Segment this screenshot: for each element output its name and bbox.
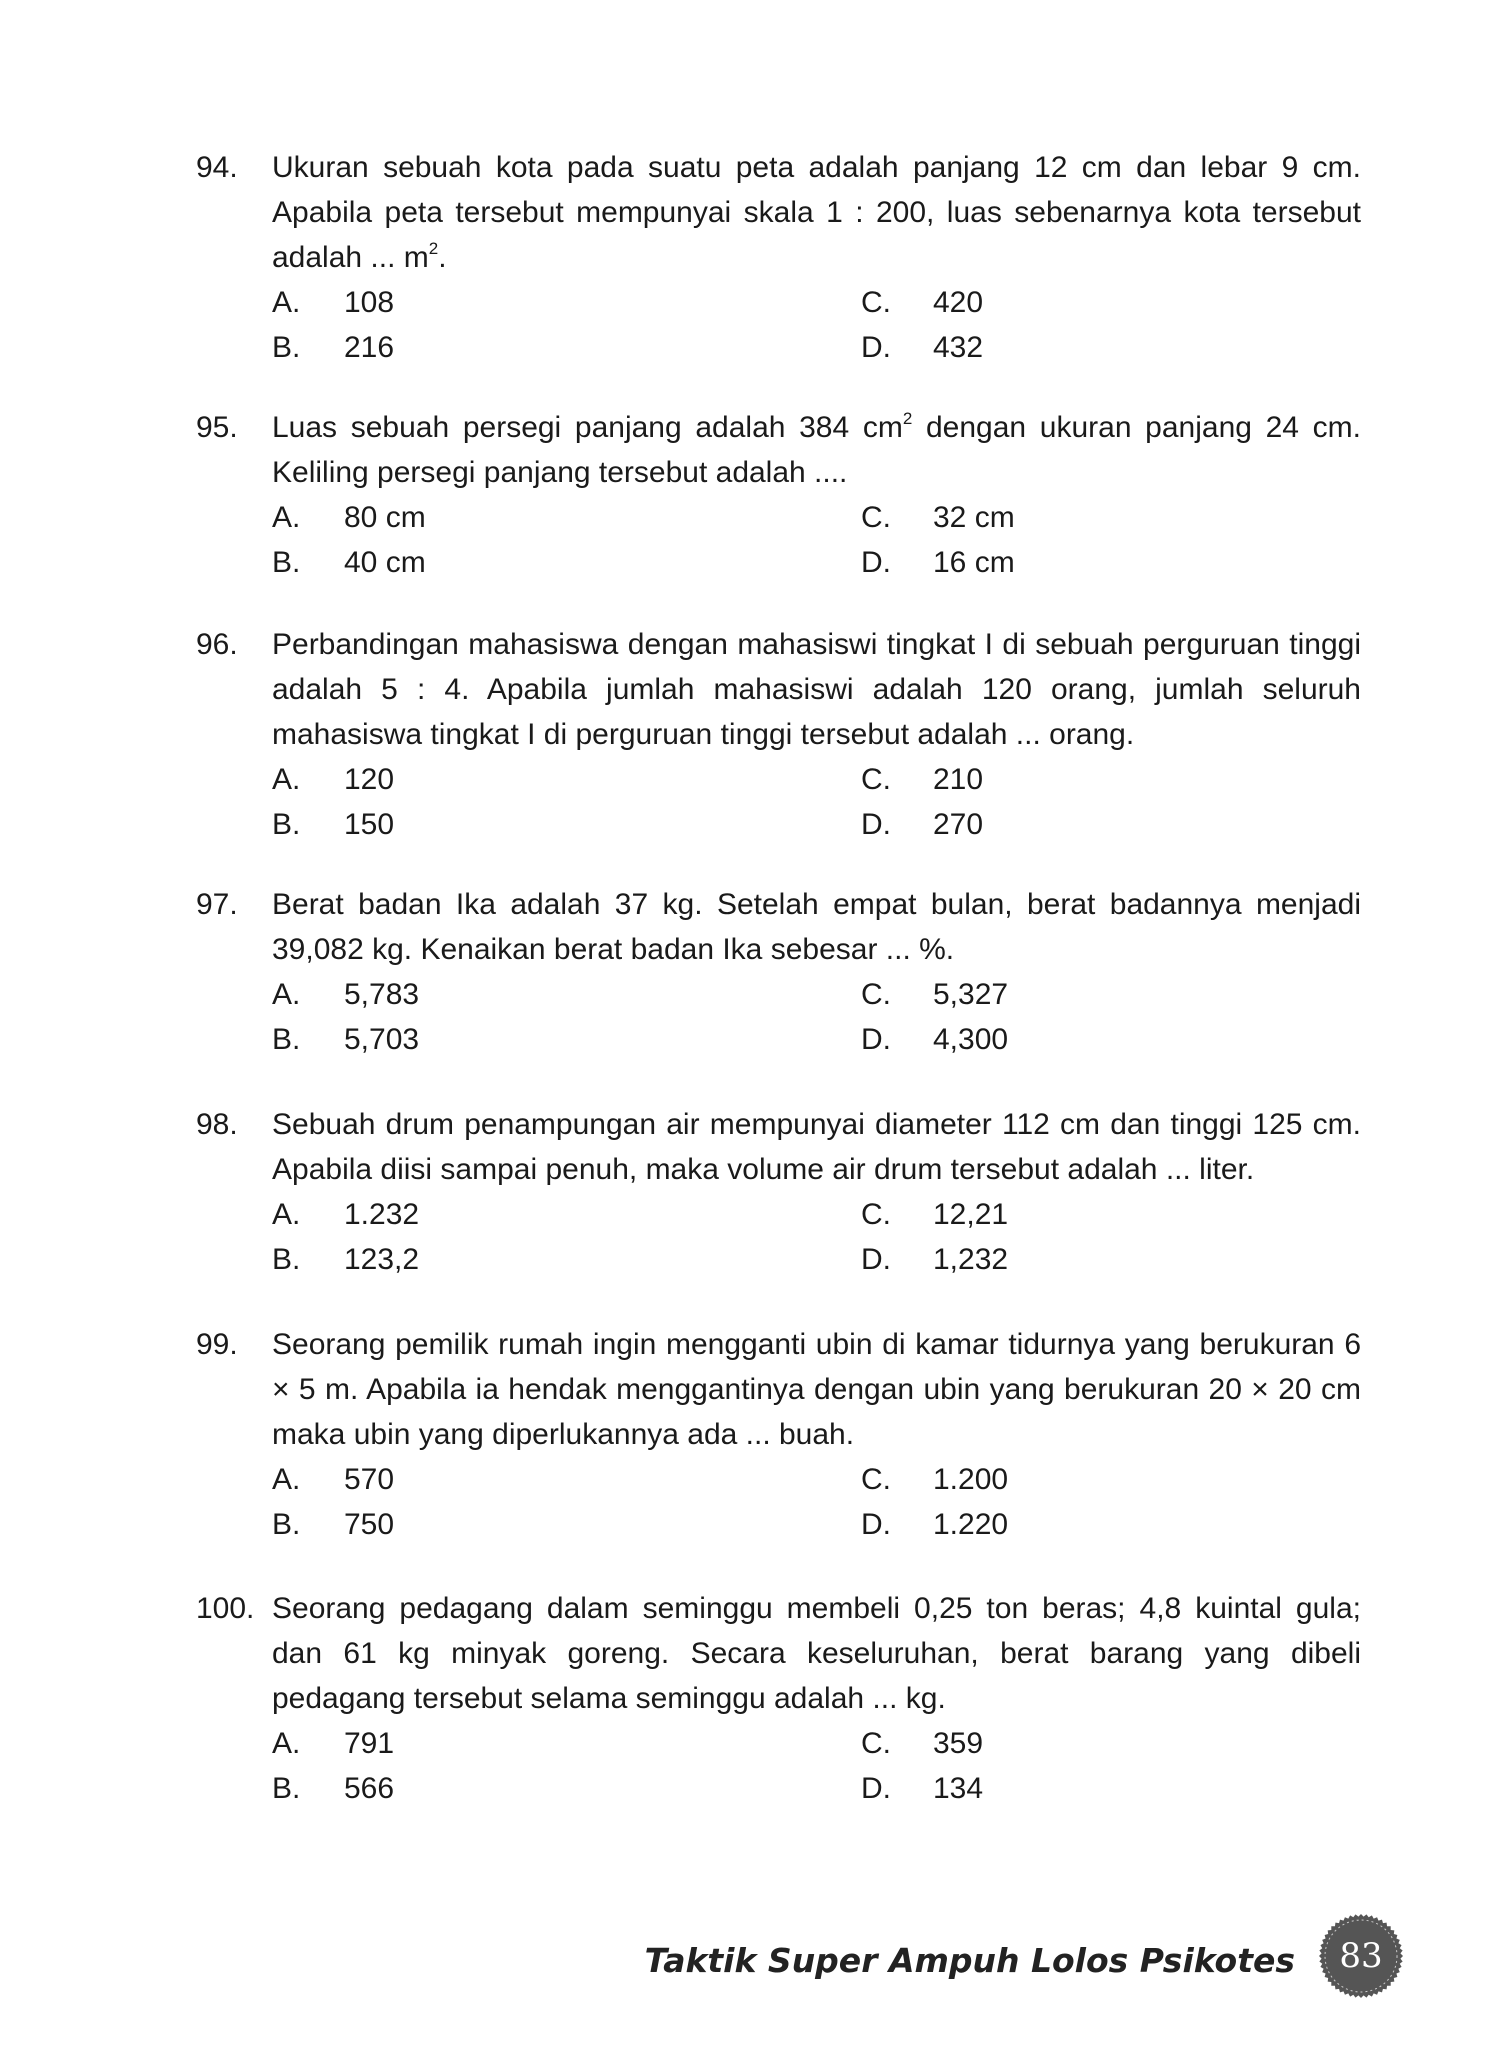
answer-options xyxy=(272,1192,1361,1282)
answer-options xyxy=(272,1457,1361,1547)
option-a: A. 791 xyxy=(272,1727,395,1760)
question-95 xyxy=(196,405,1361,585)
page-number-badge xyxy=(1318,1913,1404,1999)
option-d: D. 16 cm xyxy=(861,546,1015,579)
question-number: 98. xyxy=(196,1108,238,1141)
option-c: C. 1.200 xyxy=(861,1463,1009,1496)
question-text: Seorang pemilik rumah ingin mengganti ubin di kamar tidurnya yang berukuran 6 × 5 m. Apabila ia hendak menggantinya dengan ubin yang berukuran 20 × 20 cm maka ubin yang diperlukannya ada ... buah. xyxy=(272,1328,1361,1451)
question-99 xyxy=(196,1322,1361,1547)
question-number: 99. xyxy=(196,1328,238,1361)
question-number: 94. xyxy=(196,151,238,184)
option-c: C. 12,21 xyxy=(861,1198,1009,1231)
option-c: C. 210 xyxy=(861,763,984,796)
question-100 xyxy=(196,1586,1361,1811)
question-text: Sebuah drum penampungan air mempunyai diameter 112 cm dan tinggi 125 cm. Apabila diisi sampai penuh, maka volume air drum tersebut adalah ... liter. xyxy=(272,1108,1361,1186)
option-b: B. 40 cm xyxy=(272,546,426,579)
question-number: 100. xyxy=(196,1592,255,1625)
question-number: 95. xyxy=(196,411,238,444)
option-a: A. 108 xyxy=(272,286,395,319)
option-b: B. 750 xyxy=(272,1508,395,1541)
answer-options xyxy=(272,972,1361,1062)
option-d: D. 432 xyxy=(861,331,984,364)
answer-options xyxy=(272,1721,1361,1811)
page-number: 83 xyxy=(1339,1936,1383,1976)
question-94 xyxy=(196,145,1361,370)
answer-options xyxy=(272,280,1361,370)
answer-options xyxy=(272,495,1361,585)
option-c: C. 420 xyxy=(861,286,984,319)
option-c: C. 32 cm xyxy=(861,501,1015,534)
option-d: D. 134 xyxy=(861,1772,984,1805)
option-d: D. 1.220 xyxy=(861,1508,1009,1541)
option-a: A. 1.232 xyxy=(272,1198,420,1231)
question-98 xyxy=(196,1102,1361,1282)
question-text: Luas sebuah persegi panjang adalah 384 $cm^2$ dengan ukuran panjang 24 cm. Keliling persegi panjang tersebut adalah .... xyxy=(272,409,1361,489)
option-b: B. 5,703 xyxy=(272,1023,420,1056)
question-text: Seorang pedagang dalam seminggu membeli 0,25 ton beras; 4,8 kuintal gula; dan 61 kg minyak goreng. Secara keseluruhan, berat barang yang dibeli pedagang tersebut selama seminggu adalah ... kg. xyxy=(272,1592,1361,1715)
question-97 xyxy=(196,882,1361,1062)
option-b: B. 566 xyxy=(272,1772,395,1805)
question-96 xyxy=(196,622,1361,847)
book-title: Taktik Super Ampuh Lolos Psikotes xyxy=(644,1941,1295,1980)
option-d: D. 1,232 xyxy=(861,1243,1009,1276)
question-text: Berat badan Ika adalah 37 kg. Setelah empat bulan, berat badannya menjadi 39,082 kg. Kenaikan berat badan Ika sebesar ... %. xyxy=(272,888,1361,966)
option-c: C. 5,327 xyxy=(861,978,1009,1011)
option-a: A. 570 xyxy=(272,1463,395,1496)
option-b: B. 150 xyxy=(272,808,395,841)
option-c: C. 359 xyxy=(861,1727,984,1760)
question-number: 97. xyxy=(196,888,238,921)
question-text: Ukuran sebuah kota pada suatu peta adalah panjang 12 cm dan lebar 9 cm. Apabila peta tersebut mempunyai skala 1 : 200, luas sebenarnya kota tersebut adalah ... $m^2$. xyxy=(272,151,1361,274)
option-a: A. 80 cm xyxy=(272,501,426,534)
question-number: 96. xyxy=(196,628,238,661)
option-b: B. 123,2 xyxy=(272,1243,420,1276)
option-b: B. 216 xyxy=(272,331,395,364)
question-text: Perbandingan mahasiswa dengan mahasiswi tingkat I di sebuah perguruan tinggi adalah 5 : 4. Apabila jumlah mahasiswi adalah 120 orang, jumlah seluruh mahasiswa tingkat I di perguruan tinggi tersebut adalah ... orang. xyxy=(272,628,1361,751)
option-d: D. 270 xyxy=(861,808,984,841)
option-d: D. 4,300 xyxy=(861,1023,1009,1056)
option-a: A. 5,783 xyxy=(272,978,420,1011)
option-a: A. 120 xyxy=(272,763,395,796)
answer-options xyxy=(272,757,1361,847)
